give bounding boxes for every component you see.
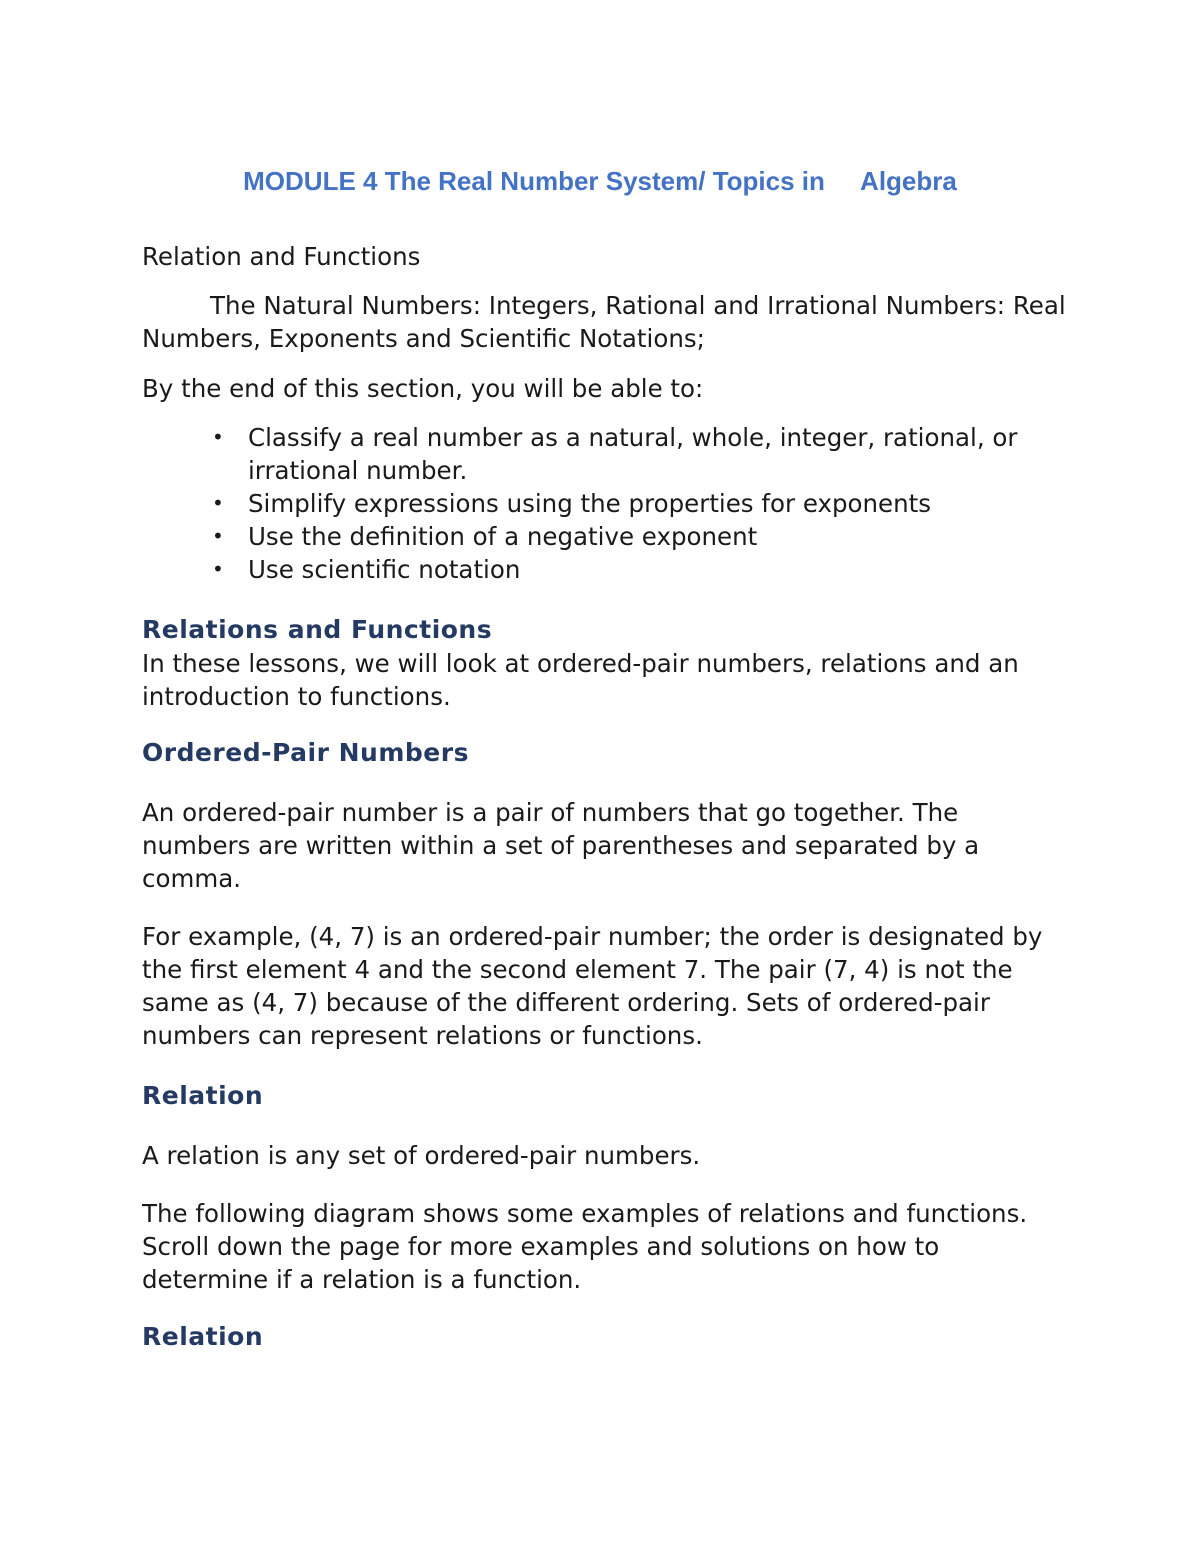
objectives-list [142, 421, 1072, 586]
heading-relations-and-functions: Relations and Functions [142, 615, 493, 644]
objectives-lead: By the end of this section, you will be able to: [142, 374, 704, 403]
relations-functions-paragraph: In these lessons, we will look at ordered-pair numbers, relations and an introduction to functions. [142, 649, 1019, 711]
document-body [142, 240, 1072, 1353]
list-item [142, 421, 1072, 487]
intro-paragraph: The Natural Numbers: Integers, Rational and Irrational Numbers: Real Numbers, Exponents and Scientific Notations; [142, 291, 1066, 353]
ordered-pair-definition: An ordered-pair number is a pair of numbers that go together. The numbers are written within a set of parentheses and separated by a comma. [142, 798, 980, 893]
heading-ordered-pair-numbers: Ordered-Pair Numbers [142, 738, 469, 767]
bullet-icon: • [212, 425, 224, 449]
objective-text: Use scientific notation [248, 555, 521, 584]
bullet-icon: • [212, 524, 224, 548]
module-title: MODULE 4 The Real Number System/ Topics in Algebra [243, 166, 957, 196]
relation-definition: A relation is any set of ordered-pair numbers. [142, 1141, 701, 1170]
section-subtitle: Relation and Functions [142, 242, 421, 271]
heading-relation-continued: Relation [142, 1322, 264, 1351]
objective-text: Use the definition of a negative exponent [248, 522, 758, 551]
bullet-icon: • [212, 557, 224, 581]
ordered-pair-example: For example, (4, 7) is an ordered-pair number; the order is designated by the first element 4 and the second element 7. The pair (7, 4) is not the same as (4, 7) because of the different ordering. Sets of ordered-pair numbers can represent relations or functions. [142, 922, 1043, 1050]
list-item [142, 520, 1072, 553]
list-item [142, 487, 1072, 520]
objective-text: Simplify expressions using the properties for exponents [248, 489, 932, 518]
list-item [142, 553, 1072, 586]
objective-text: Classify a real number as a natural, whole, integer, rational, or irrational number. [248, 423, 1018, 485]
heading-relation: Relation [142, 1081, 264, 1110]
diagram-description: The following diagram shows some examples of relations and functions. Scroll down the page for more examples and solutions on how to determine if a relation is a function. [142, 1199, 1028, 1294]
bullet-icon: • [212, 491, 224, 515]
